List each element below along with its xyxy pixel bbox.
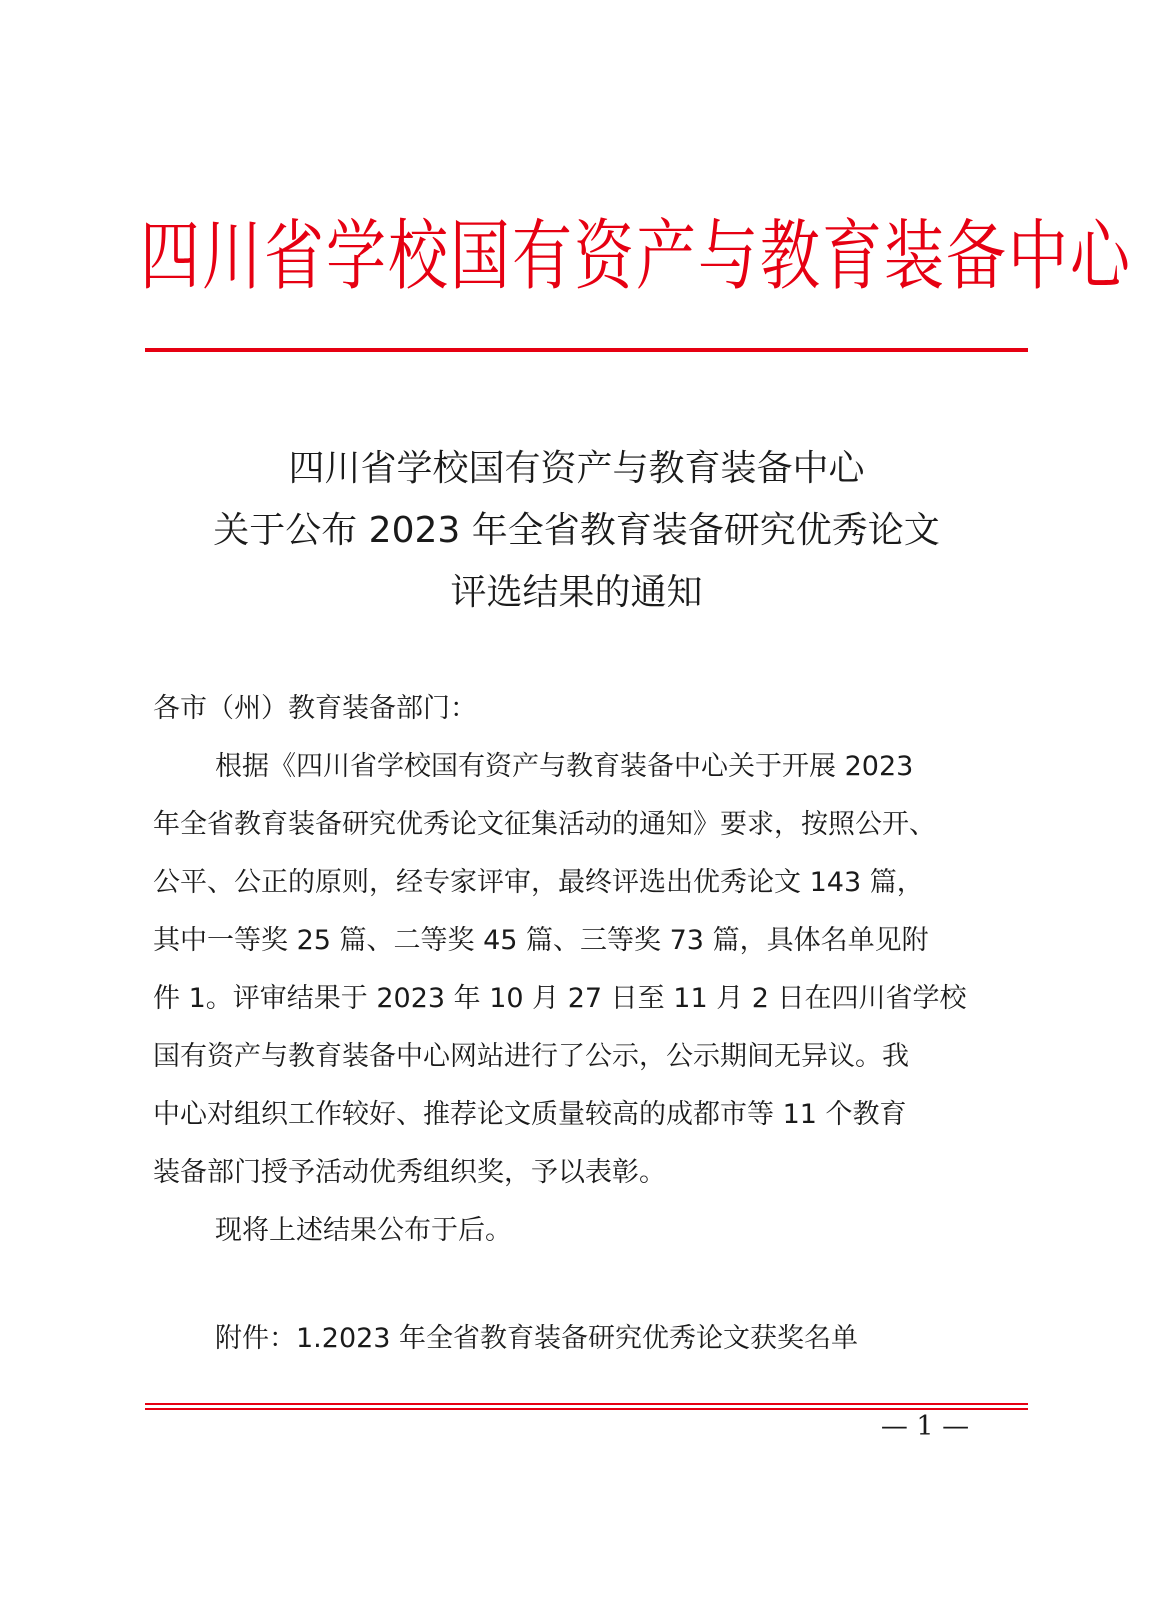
body-line: 国有资产与教育装备中心网站进行了公示，公示期间无异议。我 xyxy=(153,1041,909,1072)
page-number: — 1 — xyxy=(880,1411,970,1442)
body-line: 件 1。评审结果于 2023 年 10 月 27 日至 11 月 2 日在四川省学校 xyxy=(153,983,967,1014)
red-header-org-name: 四川省学校国有资产与教育装备中心 xyxy=(140,212,1132,302)
salutation: 各市（州）教育装备部门： xyxy=(153,693,477,724)
body-line: 公平、公正的原则，经专家评审，最终评选出优秀论文 143 篇， xyxy=(153,867,924,898)
body-line: 年全省教育装备研究优秀论文征集活动的通知》要求，按照公开、 xyxy=(153,809,936,840)
red-header-rule xyxy=(145,348,1028,352)
body-line: 根据《四川省学校国有资产与教育装备中心关于开展 2023 xyxy=(215,751,914,782)
body-paragraph-2: 现将上述结果公布于后。 xyxy=(215,1215,512,1246)
document-title-line-2: 关于公布 2023 年全省教育装备研究优秀论文 xyxy=(213,510,940,551)
document-title-line-1: 四川省学校国有资产与教育装备中心 xyxy=(288,448,865,489)
body-line: 其中一等奖 25 篇、二等奖 45 篇、三等奖 73 篇，具体名单见附 xyxy=(153,925,929,956)
document-title-line-3: 评选结果的通知 xyxy=(450,572,703,613)
attachment-line: 附件：1.2023 年全省教育装备研究优秀论文获奖名单 xyxy=(215,1323,859,1354)
body-line: 装备部门授予活动优秀组织奖，予以表彰。 xyxy=(153,1157,666,1188)
footer-rule-upper xyxy=(145,1403,1028,1405)
body-line: 中心对组织工作较好、推荐论文质量较高的成都市等 11 个教育 xyxy=(153,1099,907,1130)
